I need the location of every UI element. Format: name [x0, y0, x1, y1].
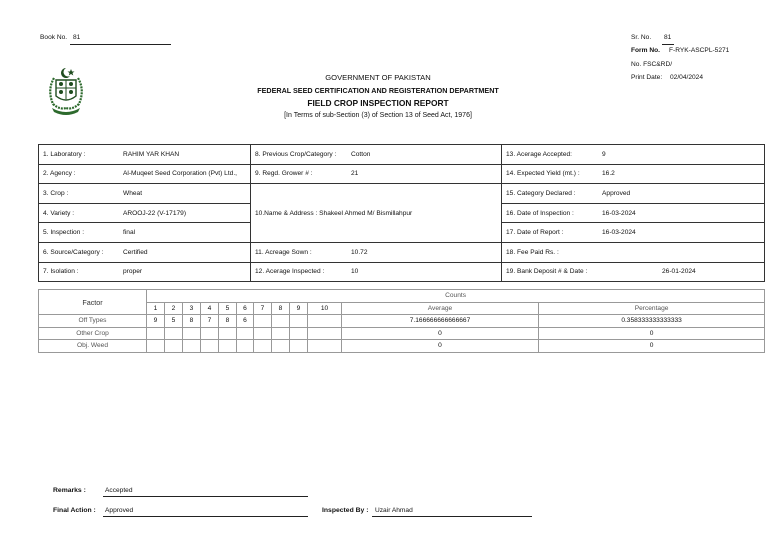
count-number-header: 10: [308, 302, 342, 315]
count-cell: 8: [183, 315, 201, 328]
book-no-underline: [70, 44, 171, 45]
info-cell-date-inspection: [502, 203, 765, 223]
prev-crop-value: Cotton: [351, 150, 371, 158]
fee-paid-label: 18. Fee Paid Rs. :: [506, 248, 559, 256]
form-no-label: Form No.: [631, 47, 660, 54]
laboratory-value: RAHIM YAR KHAN: [123, 150, 180, 158]
expected-yield-value: 16.2: [602, 170, 615, 178]
count-number-header: 4: [201, 302, 219, 315]
count-cell: [308, 327, 342, 340]
count-cell: [290, 340, 308, 353]
laboratory-label: 1. Laboratory :: [43, 150, 86, 158]
count-cell: [147, 340, 165, 353]
count-cell: [308, 315, 342, 328]
count-cell: [165, 340, 183, 353]
factor-header: Factor: [39, 290, 147, 315]
form-no-overline: [662, 44, 674, 45]
isolation-label: 7. Isolation :: [43, 268, 79, 276]
percentage-cell: 0: [539, 340, 765, 353]
count-cell: [183, 327, 201, 340]
count-cell: [254, 340, 272, 353]
acreage-inspected-value: 10: [351, 268, 359, 276]
count-number-header: 6: [237, 302, 254, 315]
info-row: [39, 184, 765, 204]
table-row: [39, 315, 765, 328]
govt-title: GOVERNMENT OF PAKISTAN: [325, 73, 431, 82]
remarks-label: Remarks :: [53, 487, 86, 494]
acreage-accepted-value: 9: [602, 150, 606, 158]
info-row: [39, 242, 765, 262]
agency-value: Al-Muqeet Seed Corporation (Pvt) Ltd.,: [123, 170, 237, 178]
info-cell-laboratory: [39, 145, 251, 165]
crop-value: Wheat: [123, 189, 143, 197]
inspection-label: 5. Inspection :: [43, 229, 85, 237]
count-cell: [147, 327, 165, 340]
grower-label: 9. Regd. Grower # :: [255, 170, 313, 178]
factor-cell: Off Types: [39, 315, 147, 328]
acreage-sown-label: 11. Acreage Sown :: [255, 248, 312, 256]
variety-value: AROOJ-22 (V-17179): [123, 209, 187, 217]
form-no-value: F-RYK-ASCPL-5271: [669, 47, 730, 54]
fsc-no: No. FSC&RD/: [631, 61, 673, 68]
factor-cell: Other Crop: [39, 327, 147, 340]
acreage-inspected-label: 12. Acerage Inspected :: [255, 268, 325, 276]
count-cell: [237, 340, 254, 353]
date-report-value: 16-03-2024: [602, 229, 636, 237]
info-cell-grower: [251, 164, 502, 184]
count-cell: [272, 315, 290, 328]
count-cell: 9: [147, 315, 165, 328]
counts-header: Counts: [147, 290, 765, 303]
sr-no-value: 81: [664, 34, 672, 41]
info-table: [38, 144, 765, 282]
report-title: FIELD CROP INSPECTION REPORT: [307, 98, 449, 108]
info-cell-expected-yield: [502, 164, 765, 184]
count-cell: [272, 340, 290, 353]
final-action-value: Approved: [105, 507, 134, 514]
count-cell: 5: [165, 315, 183, 328]
prev-crop-label: 8. Previous Crop/Category :: [255, 150, 337, 158]
count-cell: 6: [237, 315, 254, 328]
book-no-value: 81: [73, 34, 81, 41]
inspected-by-label: Inspected By :: [322, 507, 369, 514]
average-cell: 7.166666666666667: [342, 315, 539, 328]
source-label: 6. Source/Category :: [43, 248, 104, 256]
info-cell-acreage-sown: [251, 242, 502, 262]
dept-title: FEDERAL SEED CERTIFICATION AND REGISTERATION DEPARTMENT: [257, 86, 499, 95]
info-cell-variety: [39, 203, 251, 223]
info-cell-prev-crop: [251, 145, 502, 165]
acreage-accepted-label: 13. Acerage Accepted:: [506, 150, 572, 158]
remarks-underline: [103, 496, 308, 497]
info-row: [39, 164, 765, 184]
name-address-value: Shakeel Ahmed M/ Bismillahpur: [319, 209, 413, 217]
variety-label: 4. Variety :: [43, 209, 75, 217]
count-cell: 8: [219, 315, 237, 328]
bank-deposit-label: 19. Bank Deposit # & Date :: [506, 268, 588, 276]
info-row: [39, 262, 765, 282]
isolation-value: proper: [123, 268, 143, 276]
date-report-label: 17. Date of Report :: [506, 229, 564, 237]
count-number-header: 9: [290, 302, 308, 315]
count-cell: [201, 340, 219, 353]
source-value: Certified: [123, 248, 148, 256]
info-cell-fee-paid: [502, 242, 765, 262]
counts-header-row: [39, 290, 765, 303]
book-no-label: Book No.: [40, 34, 68, 41]
category-declared-label: 15. Category Declared :: [506, 189, 576, 197]
final-action-label: Final Action :: [53, 507, 96, 514]
count-cell: [201, 327, 219, 340]
count-cell: [219, 327, 237, 340]
average-cell: 0: [342, 340, 539, 353]
count-cell: [165, 327, 183, 340]
count-cell: [254, 315, 272, 328]
category-declared-value: Approved: [602, 189, 631, 197]
count-cell: [272, 327, 290, 340]
crop-label: 3. Crop :: [43, 189, 69, 197]
inspected-by-value: Uzair Ahmad: [375, 507, 413, 514]
count-number-header: 5: [219, 302, 237, 315]
info-cell-name-address: [251, 184, 502, 243]
table-row: [39, 340, 765, 353]
agency-label: 2. Agency :: [43, 170, 76, 178]
info-cell-category-declared: [502, 184, 765, 204]
remarks-value: Accepted: [105, 487, 133, 494]
count-cell: [308, 340, 342, 353]
info-cell-crop: [39, 184, 251, 204]
name-address-label: 10.Name & Address :: [255, 209, 318, 217]
info-cell-date-report: [502, 223, 765, 243]
grower-value: 21: [351, 170, 359, 178]
count-number-header: 2: [165, 302, 183, 315]
counts-table: [38, 289, 765, 353]
count-cell: [254, 327, 272, 340]
count-number-header: 1: [147, 302, 165, 315]
final-action-underline: [103, 516, 308, 517]
table-row: [39, 327, 765, 340]
sr-no-label: Sr. No.: [631, 34, 652, 41]
info-row: [39, 145, 765, 165]
date-inspection-value: 16-03-2024: [602, 209, 636, 217]
percentage-cell: 0: [539, 327, 765, 340]
inspection-value: final: [123, 229, 136, 237]
count-cell: [183, 340, 201, 353]
info-cell-bank-deposit: [502, 262, 765, 282]
acreage-sown-value: 10.72: [351, 248, 368, 256]
info-cell-source: [39, 242, 251, 262]
percentage-header: Percentage: [539, 302, 765, 315]
count-cell: [219, 340, 237, 353]
print-date-value: 02/04/2024: [670, 74, 704, 81]
counts-subheader-row: [39, 302, 765, 315]
inspected-by-underline: [372, 516, 532, 517]
count-cell: [290, 327, 308, 340]
count-number-header: 8: [272, 302, 290, 315]
print-date-label: Print Date:: [631, 74, 663, 81]
average-header: Average: [342, 302, 539, 315]
info-cell-agency: [39, 164, 251, 184]
info-cell-acreage-accepted: [502, 145, 765, 165]
pakistan-emblem-icon: [44, 66, 88, 116]
percentage-cell: 0.358333333333333: [539, 315, 765, 328]
bank-deposit-value: 26-01-2024: [662, 268, 696, 276]
count-cell: [290, 315, 308, 328]
info-cell-inspection: [39, 223, 251, 243]
info-cell-isolation: [39, 262, 251, 282]
count-number-header: 7: [254, 302, 272, 315]
count-number-header: 3: [183, 302, 201, 315]
count-cell: [237, 327, 254, 340]
expected-yield-label: 14. Expected Yield (mt.) :: [506, 170, 580, 178]
average-cell: 0: [342, 327, 539, 340]
date-inspection-label: 16. Date of Inspection :: [506, 209, 574, 217]
factor-cell: Obj. Weed: [39, 340, 147, 353]
report-subtitle: [In Terms of sub-Section (3) of Section 13 of Seed Act, 1976]: [284, 112, 472, 119]
count-cell: 7: [201, 315, 219, 328]
info-cell-acreage-inspected: [251, 262, 502, 282]
